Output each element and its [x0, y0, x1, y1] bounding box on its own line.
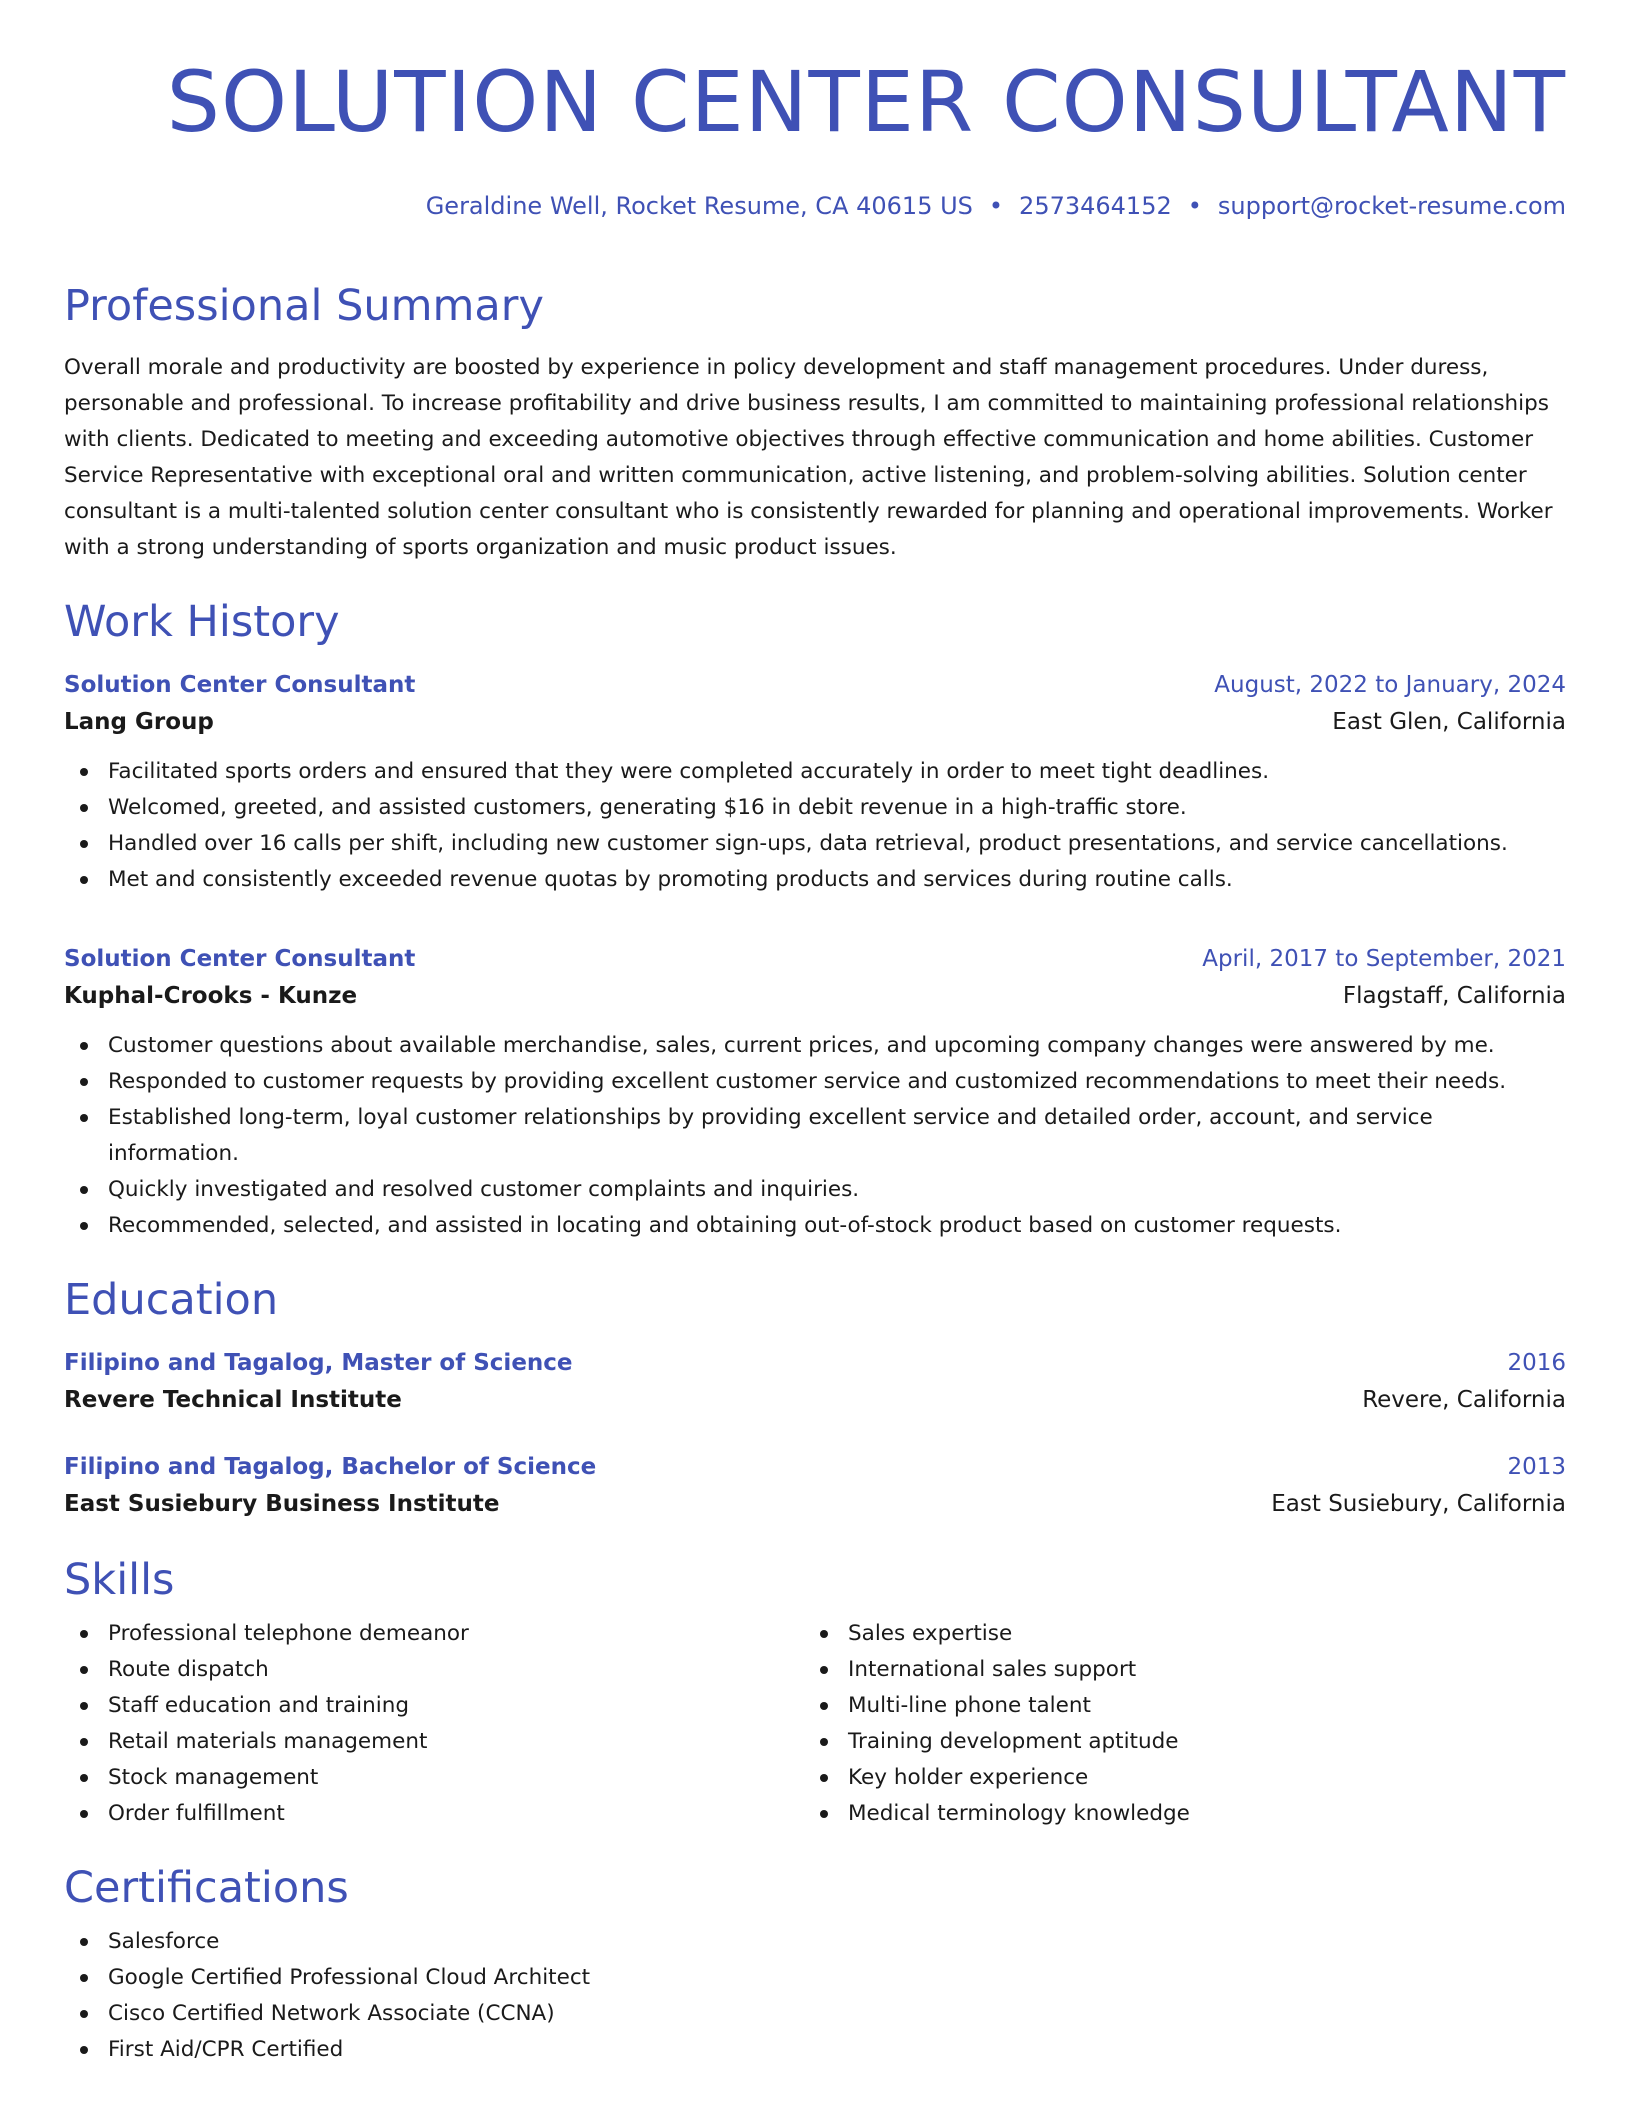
skills-section [64, 1554, 1566, 1832]
list-item: Stock management [64, 1760, 804, 1796]
degree-year: 2016 [1507, 1350, 1566, 1376]
skills-list [64, 1616, 804, 1832]
list-item: Google Certified Professional Cloud Architect [64, 1960, 1566, 1996]
skills-column-right [804, 1616, 1544, 1832]
page-title: SOLUTION CENTER CONSULTANT [166, 53, 1566, 151]
list-item: Order fulfillment [64, 1796, 804, 1832]
work-history-heading: Work History [64, 597, 340, 647]
job-company: Lang Group [64, 709, 214, 735]
summary-section [64, 280, 1566, 566]
job-dates: August, 2022 to January, 2024 [1214, 672, 1566, 698]
list-item: Staff education and training [64, 1688, 804, 1724]
degree-title: Filipino and Tagalog, Master of Science [64, 1350, 573, 1376]
certifications-section [64, 1862, 1566, 2068]
list-item: First Aid/CPR Certified [64, 2032, 1566, 2068]
job-bullets [64, 1028, 1566, 1244]
job-bullets [64, 754, 1566, 898]
contact-separator: • [988, 192, 1004, 220]
job-title: Solution Center Consultant [64, 672, 416, 698]
education-heading: Education [64, 1275, 279, 1325]
list-item: Multi-line phone talent [804, 1688, 1544, 1724]
certifications-heading: Certifications [64, 1863, 349, 1913]
list-item: Handled over 16 calls per shift, including new customer sign-ups, data retrieval, product presentations, and service cancellations. [64, 826, 1566, 862]
list-item: Training development aptitude [804, 1724, 1544, 1760]
degree-year: 2013 [1507, 1454, 1566, 1480]
contact-separator: • [1187, 192, 1202, 220]
resume-header [64, 52, 1566, 222]
contact-email: support@rocket-resume.com [1217, 192, 1566, 220]
summary-heading: Professional Summary [64, 281, 544, 331]
education-section [64, 1274, 1566, 1524]
list-item: Facilitated sports orders and ensured that they were completed accurately in order to meet tight deadlines. [64, 754, 1566, 790]
list-item: Cisco Certified Network Associate (CCNA) [64, 1996, 1566, 2032]
list-item: Route dispatch [64, 1652, 804, 1688]
list-item: Established long-term, loyal customer relationships by providing excellent service and detailed order, account, and service information. [64, 1100, 1566, 1172]
list-item: International sales support [804, 1652, 1544, 1688]
resume-page [64, 0, 1566, 2068]
work-history-section [64, 596, 1566, 1244]
school-location: Revere, California [1362, 1387, 1566, 1413]
school-name: East Susiebury Business Institute [64, 1491, 500, 1517]
summary-text: Overall morale and productivity are boosted by experience in policy development and staff management procedures. Under duress, personable and professional. To increase profitability and drive business results, I am committed to maintaining professional relationships with clients. Dedicated to meeting and exceeding automotive objectives through effective communication and home abilities. Customer Service Representative with exceptional oral and written communication, active listening, and problem-solving abilities. Solution center consultant is a multi-talented solution center consultant who is consistently rewarded for planning and operational improvements. Worker with a strong understanding of sports organization and music product issues. [64, 355, 1553, 560]
list-item: Key holder experience [804, 1760, 1544, 1796]
skills-column-left [64, 1616, 804, 1832]
list-item: Quickly investigated and resolved customer complaints and inquiries. [64, 1172, 1566, 1208]
job-dates: April, 2017 to September, 2021 [1202, 946, 1566, 972]
education-entry [64, 1346, 1566, 1420]
list-item: Customer questions about available merchandise, sales, current prices, and upcoming company changes were answered by me. [64, 1028, 1566, 1064]
list-item: Responded to customer requests by providing excellent customer service and customized recommendations to meet their needs. [64, 1064, 1566, 1100]
job-location: Flagstaff, California [1342, 983, 1566, 1009]
list-item: Retail materials management [64, 1724, 804, 1760]
job-location: East Glen, California [1332, 709, 1566, 735]
job-entry [64, 942, 1566, 1244]
school-location: East Susiebury, California [1271, 1491, 1566, 1517]
job-company: Kuphal-Crooks - Kunze [64, 983, 358, 1009]
list-item: Professional telephone demeanor [64, 1616, 804, 1652]
education-entry [64, 1450, 1566, 1524]
skills-columns [64, 1616, 1566, 1832]
list-item: Sales expertise [804, 1616, 1544, 1652]
contact-line [64, 190, 1566, 222]
degree-title: Filipino and Tagalog, Bachelor of Science [64, 1454, 597, 1480]
list-item: Met and consistently exceeded revenue quotas by promoting products and services during routine calls. [64, 862, 1566, 898]
list-item: Recommended, selected, and assisted in locating and obtaining out-of-stock product based on customer requests. [64, 1208, 1566, 1244]
skills-heading: Skills [64, 1555, 175, 1605]
list-item: Welcomed, greeted, and assisted customers, generating $16 in debit revenue in a high-traffic store. [64, 790, 1566, 826]
skills-list [804, 1616, 1544, 1832]
job-entry [64, 668, 1566, 898]
contact-phone: 2573464152 [1019, 192, 1172, 220]
certifications-list [64, 1924, 1566, 2068]
list-item: Medical terminology knowledge [804, 1796, 1544, 1832]
list-item: Salesforce [64, 1924, 1566, 1960]
contact-address: Geraldine Well, Rocket Resume, CA 40615 US [425, 192, 973, 220]
job-title: Solution Center Consultant [64, 946, 416, 972]
school-name: Revere Technical Institute [64, 1387, 402, 1413]
